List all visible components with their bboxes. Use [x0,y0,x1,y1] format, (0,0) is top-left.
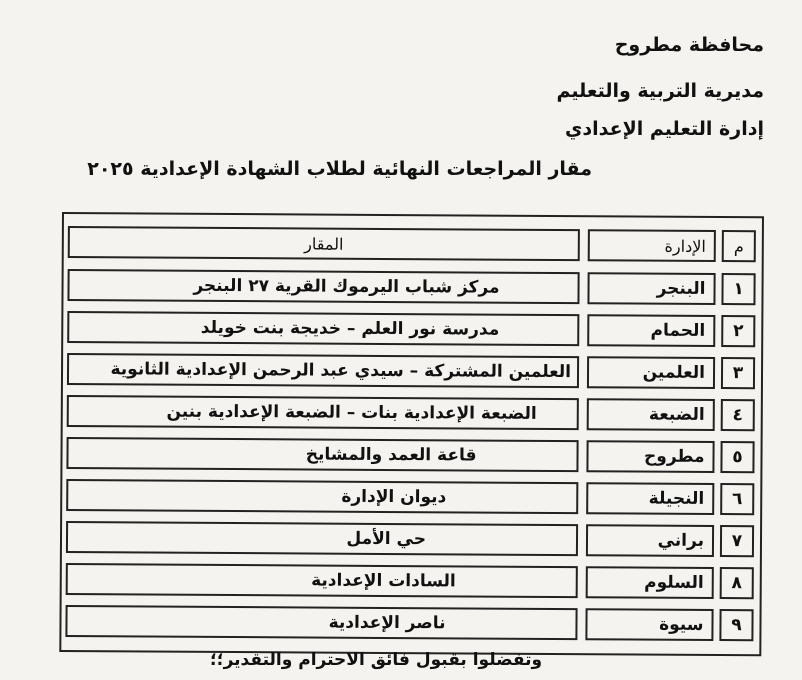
row-headquarters: ناصر الإعدادية [65,605,577,640]
document-title: مقار المراجعات النهائية لطلاب الشهادة الإعدادية ٢٠٢٥ [87,158,592,180]
row-number: ٧ [720,525,754,557]
directorate-heading: مديرية التربية والتعليم [556,80,764,102]
administration-heading: إدارة التعليم الإعدادي [565,118,764,140]
row-department: الضبعة [587,398,715,431]
row-department: البنجر [587,272,715,305]
governorate-heading: محافظة مطروح [614,34,764,56]
review-centers-table [59,212,764,656]
table-row [62,559,760,601]
row-number: ٢ [721,315,755,347]
column-header-department: الإدارة [588,229,716,262]
table-row [62,517,760,559]
row-department: سيوة [585,608,713,641]
row-headquarters: حي الأمل [66,521,578,556]
row-headquarters: مركز شباب اليرموك القرية ٢٧ البنجر [67,269,579,304]
row-headquarters: الضبعة الإعدادية بنات – الضبعة الإعدادية بنين [67,395,579,430]
row-department: براني [586,524,714,557]
row-number: ٣ [721,357,755,389]
table-row [63,307,761,349]
column-header-headquarters: المقار [68,226,580,261]
row-department: مطروح [586,440,714,473]
row-headquarters: السادات الإعدادية [66,563,578,598]
row-number: ٨ [720,567,754,599]
row-department: النجيلة [586,482,714,515]
row-number: ٩ [719,609,753,641]
row-number: ١ [721,273,755,305]
row-headquarters: قاعة العمد والمشايخ [66,437,578,472]
table-row [63,391,761,433]
row-number: ٥ [720,441,754,473]
row-department: العلمين [587,356,715,389]
table-row [63,349,761,391]
closing-line: وتفضلوا بقبول فائق الاحترام والتقدير؛؛ [210,650,543,670]
row-number: ٦ [720,483,754,515]
row-department: الحمام [587,314,715,347]
table-row [63,265,761,307]
row-headquarters: ديوان الإدارة [66,479,578,514]
row-headquarters: العلمين المشتركة – سيدي عبد الرحمن الإعدادية الثانوية [67,353,579,388]
table-row [61,601,759,643]
table-row [62,475,760,517]
table-row [62,433,760,475]
row-department: السلوم [586,566,714,599]
table-header-row [64,222,762,264]
column-header-number: م [722,230,756,262]
row-number: ٤ [721,399,755,431]
row-headquarters: مدرسة نور العلم – خديجة بنت خويلد [67,311,579,346]
